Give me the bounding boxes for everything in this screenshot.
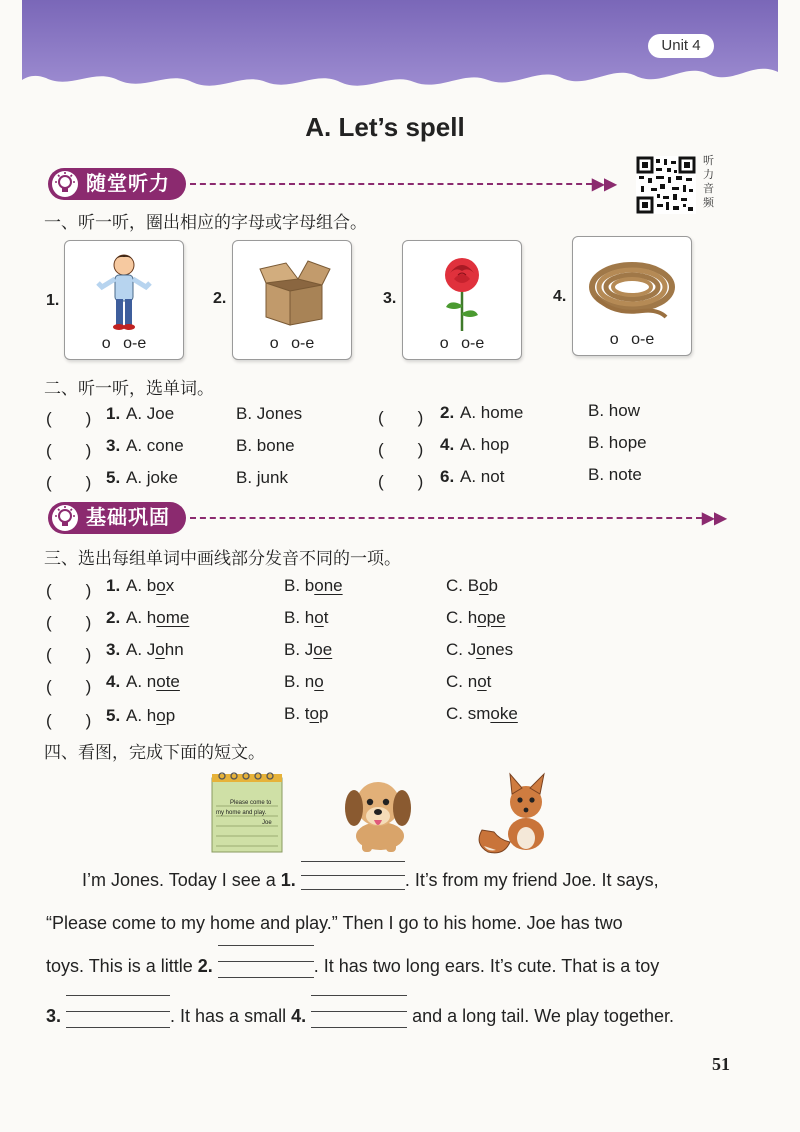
option-c: C. smoke xyxy=(446,704,518,723)
dashed-divider xyxy=(190,517,702,519)
item-number: 2. xyxy=(106,608,121,627)
option-a: A. note xyxy=(126,672,180,691)
picture-card-4 xyxy=(572,236,692,356)
page-number: 51 xyxy=(712,1054,730,1074)
item-number: 4. xyxy=(106,672,121,691)
letter-options: o o-e xyxy=(269,335,315,352)
option-a: A. joke xyxy=(126,468,178,487)
underlined-letters: o xyxy=(155,640,165,659)
option-c: C. hope xyxy=(446,608,506,627)
lightbulb-icon xyxy=(52,171,78,197)
option-a: A. hop xyxy=(460,435,510,454)
answer-parens[interactable]: ( ) xyxy=(378,408,424,427)
answer-parens[interactable]: ( ) xyxy=(46,473,92,492)
double-arrow-icon: ▶▶ xyxy=(702,510,727,527)
lightbulb-icon xyxy=(52,505,78,531)
blank-number: 1. xyxy=(280,870,296,890)
answer-blank-4[interactable] xyxy=(311,1007,407,1027)
picture-card-1 xyxy=(64,240,184,360)
underlined-letters: ope xyxy=(477,608,506,627)
svg-text:my home and play.: my home and play. xyxy=(216,810,267,816)
option-a: A. cone xyxy=(126,436,184,455)
answer-blank-3[interactable] xyxy=(66,1007,170,1027)
rope-icon xyxy=(582,243,682,331)
answer-parens[interactable]: ( ) xyxy=(46,581,92,600)
option-b: B. note xyxy=(588,465,642,484)
answer-parens[interactable]: ( ) xyxy=(46,409,92,428)
option-a: A. home xyxy=(460,403,524,422)
unit-badge: Unit 4 xyxy=(648,34,714,58)
underlined-letters: o xyxy=(476,640,486,659)
underlined-letters: o xyxy=(309,704,319,723)
passage-line-2: “Please come to my home and play.” Then I go to his home. Joe has two xyxy=(46,913,623,933)
option-c: C. not xyxy=(446,672,492,691)
option-a: A. hop xyxy=(126,706,176,725)
answer-parens[interactable]: ( ) xyxy=(378,440,424,459)
item-number: 2. xyxy=(213,290,227,307)
option-c: C. Bob xyxy=(446,576,498,595)
item-number: 1. xyxy=(106,576,121,595)
underlined-letters: ote xyxy=(156,672,180,691)
rose-icon xyxy=(412,247,512,335)
note-icon xyxy=(210,770,284,854)
option-a: A. Joe xyxy=(126,404,175,423)
answer-parens[interactable]: ( ) xyxy=(46,645,92,664)
section-header-listening xyxy=(48,168,617,202)
option-b: B. hot xyxy=(284,608,329,627)
underlined-letters: oe xyxy=(313,640,333,659)
dashed-divider xyxy=(190,183,592,185)
blank-number: 4. xyxy=(291,1006,307,1026)
answer-parens[interactable]: ( ) xyxy=(46,613,92,632)
underlined-letters: o xyxy=(314,672,324,691)
qr-label: 听力音频 xyxy=(703,155,714,209)
picture-card-2 xyxy=(232,240,352,360)
item-number: 5. xyxy=(106,706,121,725)
q1-title: 一、听一听，圈出相应的字母或字母组合。 xyxy=(44,213,367,232)
underlined-letters: o xyxy=(479,576,489,595)
item-number: 5. xyxy=(106,468,121,487)
option-b: B. Joe xyxy=(284,640,333,659)
passage-line-1: I’m Jones. Today I see a 1. . It’s from my friend Joe. It says, xyxy=(46,870,736,891)
section-header-basic xyxy=(48,502,727,536)
passage-line-4: 3. . It has a small 4. and a long tail. We play together. xyxy=(46,1006,736,1027)
underlined-letters: o xyxy=(477,672,487,691)
page-title: A. Let’s spell xyxy=(305,112,465,142)
option-b: B. hope xyxy=(588,433,647,452)
option-b: B. junk xyxy=(236,468,288,487)
answer-parens[interactable]: ( ) xyxy=(46,677,92,696)
picture-card-3 xyxy=(402,240,522,360)
item-number: 4. xyxy=(553,288,567,305)
answer-parens[interactable]: ( ) xyxy=(46,711,92,730)
letter-options: o o-e xyxy=(609,331,655,348)
option-a: A. home xyxy=(126,608,190,627)
option-b: B. bone xyxy=(236,436,295,455)
item-number: 3. xyxy=(383,290,397,307)
q3-title: 三、选出每组单词中画线部分发音不同的一项。 xyxy=(44,549,401,568)
underlined-letters: one xyxy=(314,576,343,595)
item-number: 2. xyxy=(440,403,455,422)
letter-options: o o-e xyxy=(439,335,485,352)
svg-text:Please come to: Please come to xyxy=(230,800,272,806)
blank-number: 3. xyxy=(46,1006,62,1026)
passage-line-3: toys. This is a little 2. . It has two long ears. It’s cute. That is a toy xyxy=(46,956,736,977)
underlined-letters: ome xyxy=(156,608,190,627)
answer-parens[interactable]: ( ) xyxy=(378,472,424,491)
svg-text:Joe: Joe xyxy=(262,820,272,826)
option-b: B. top xyxy=(284,704,329,723)
option-b: B. Jones xyxy=(236,404,303,423)
underlined-letters: o xyxy=(314,608,324,627)
section-label: 基础巩固 xyxy=(86,507,170,529)
q4-title: 四、看图，完成下面的短文。 xyxy=(44,743,265,762)
dog-icon xyxy=(336,770,420,856)
section-label: 随堂听力 xyxy=(86,173,170,195)
double-arrow-icon: ▶▶ xyxy=(592,176,617,193)
answer-blank-2[interactable] xyxy=(218,957,314,977)
boy-icon xyxy=(74,247,174,335)
underlined-letters: o xyxy=(156,576,166,595)
item-number: 6. xyxy=(440,467,455,486)
box-icon xyxy=(242,247,342,335)
blank-number: 2. xyxy=(197,956,213,976)
option-b: B. no xyxy=(284,672,324,691)
letter-options: o o-e xyxy=(101,335,147,352)
underlined-letters: oke xyxy=(490,704,518,723)
item-number: 1. xyxy=(46,292,60,309)
option-b: B. how xyxy=(588,401,640,420)
option-b: B. bone xyxy=(284,576,343,595)
option-a: A. John xyxy=(126,640,184,659)
fox-icon xyxy=(474,770,560,856)
item-number: 4. xyxy=(440,435,455,454)
answer-blank-1[interactable] xyxy=(301,871,405,891)
q2-title: 二、听一听，选单词。 xyxy=(44,379,214,398)
option-a: A. not xyxy=(460,467,505,486)
item-number: 3. xyxy=(106,640,121,659)
option-a: A. box xyxy=(126,576,175,595)
item-number: 3. xyxy=(106,436,121,455)
answer-parens[interactable]: ( ) xyxy=(46,441,92,460)
option-c: C. Jones xyxy=(446,640,514,659)
item-number: 1. xyxy=(106,404,121,423)
qr-code[interactable] xyxy=(636,156,696,214)
underlined-letters: o xyxy=(156,706,166,725)
